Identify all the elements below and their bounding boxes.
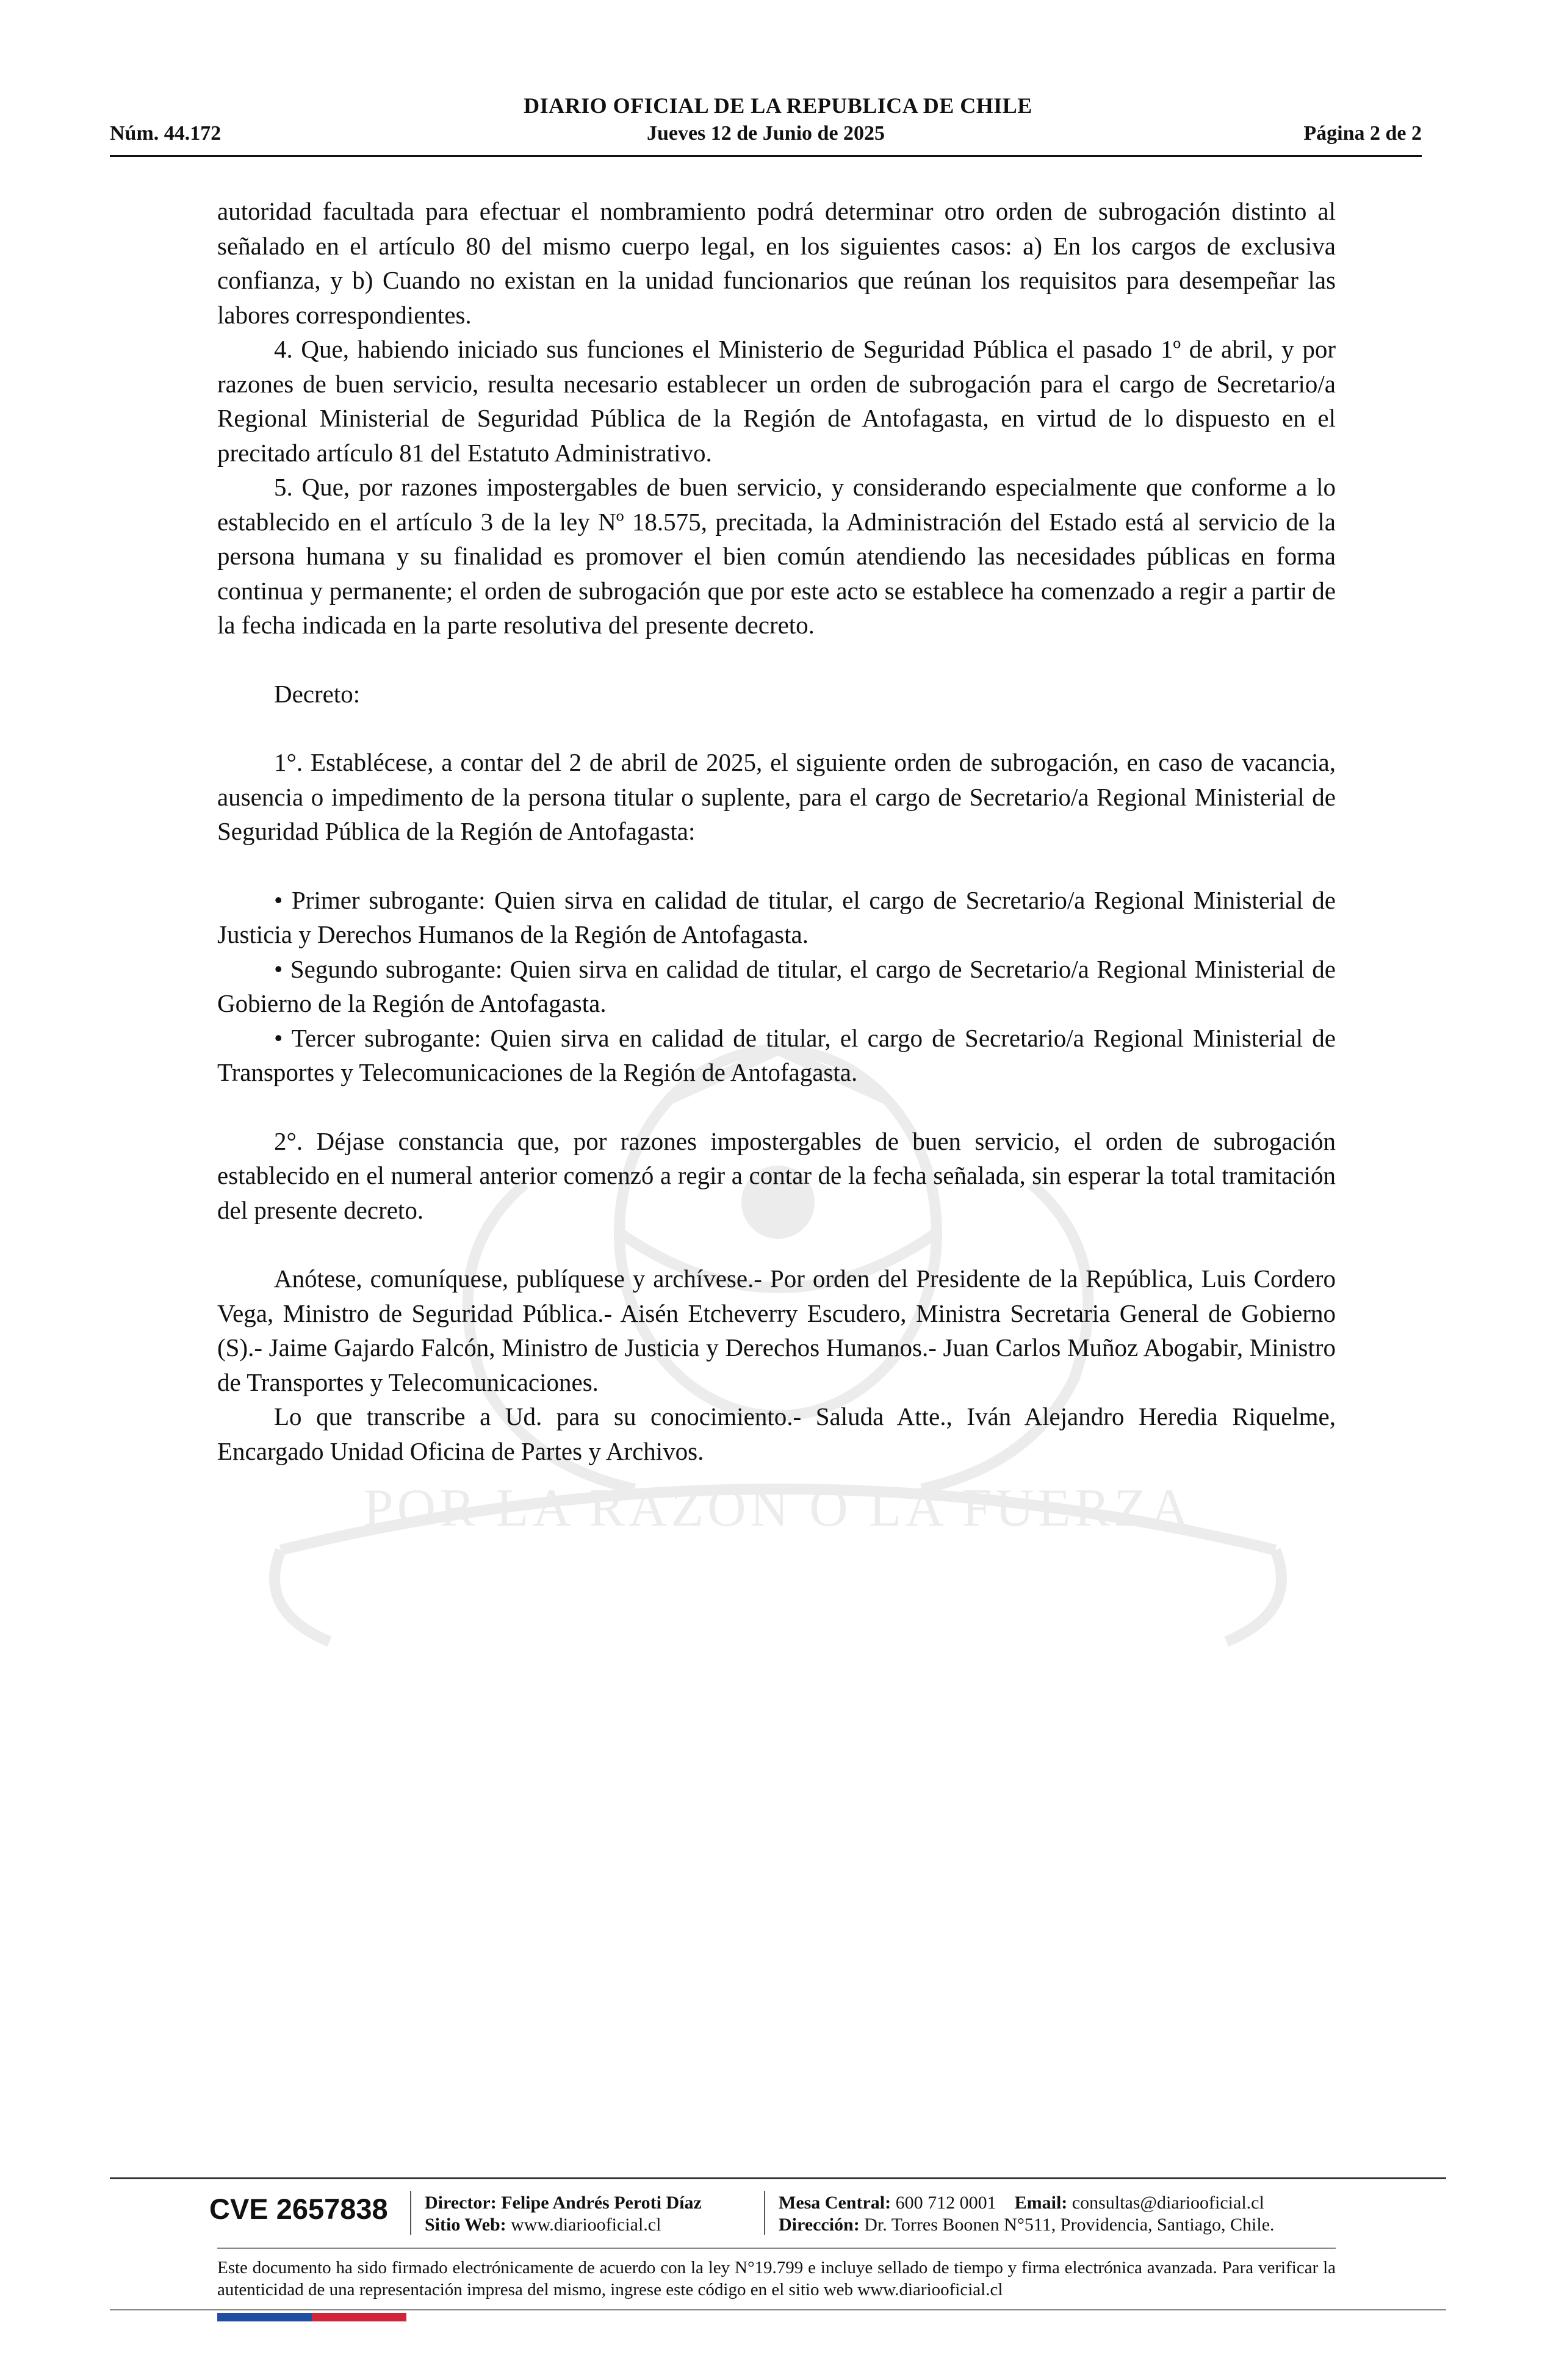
email-link[interactable]: consultas@diariooficial.cl (1072, 2193, 1264, 2213)
email-label: Email: (1014, 2193, 1068, 2213)
director-name: Felipe Andrés Peroti Díaz (501, 2193, 702, 2213)
watermark-motto: POR LA RAZON O LA FUERZA (363, 1479, 1193, 1538)
list-item: • Primer subrogante: Quien sirva en calidad de titular, el cargo de Secretario/a Regional Ministerial de Justicia y Derechos Humanos de la Región de Antofagasta. (217, 885, 1336, 948)
footer-director-block (425, 2192, 702, 2236)
mesa-label: Mesa Central: (779, 2193, 891, 2213)
article-1: 1°. Establécese, a contar del 2 de abril de 2025, el siguiente orden de subrogación, en caso de vacancia, ausencia o impedimento de la persona titular o suplente, para el cargo de Secretario/a Regional Ministerial de Seguridad Pública de la Región de Antofagasta: (217, 748, 1336, 845)
footer-divider-bottom (110, 2309, 1446, 2310)
footer-separator (764, 2191, 765, 2235)
issue-number: Núm. 44.172 (110, 122, 222, 145)
footer-divider-top (110, 2177, 1446, 2179)
list-item: • Segundo subrogante: Quien sirva en calidad de titular, el cargo de Secretario/a Regional Ministerial de Gobierno de la Región de Antofagasta. (217, 954, 1336, 1017)
footer-separator (410, 2191, 411, 2235)
footer-contact-block (779, 2192, 1275, 2236)
article-2: 2°. Déjase constancia que, por razones impostergables de buen servicio, el orden de subrogación establecido en el numeral anterior comenzó a regir a contar de la fecha señalada, sin esperar la total tramitación del presente decreto. (217, 1127, 1336, 1224)
paragraph-considerando-5: 5. Que, por razones impostergables de buen servicio, y considerando especialmente que conforme a lo establecido en el artículo 3 de la ley Nº 18.575, precitada, la Administración del Estado está al servicio de la persona humana y su finalidad es promover el bien común atendiendo las necesidades públicas en forma continua y permanente; el orden de subrogación que por este acto se establece ha comenzado a regir a partir de la fecha indicada en la parte resolutiva del presente decreto. (217, 473, 1336, 639)
newspaper-title: DIARIO OFICIAL DE LA REPUBLICA DE CHILE (524, 93, 1032, 118)
closing-paragraph: Anótese, comuníquese, publíquese y archívese.- Por orden del Presidente de la República, Luis Cordero Vega, Ministro de Seguridad Pública.- Aisén Etcheverry Escudero, Ministra Secretaria General de Gobierno (S).- Jaime Gajardo Falcón, Ministro de Justicia y Derechos Humanos.- Juan Carlos Muñoz Abogabir, Ministro de Transportes y Telecomunicaciones. (217, 1264, 1336, 1396)
footer-divider-middle (217, 2248, 1336, 2249)
list-item: • Tercer subrogante: Quien sirva en calidad de titular, el cargo de Secretario/a Regional Ministerial de Transportes y Telecomunicaciones de la Región de Antofagasta. (217, 1023, 1336, 1086)
director-label: Director: (425, 2193, 497, 2213)
issue-date: Jueves 12 de Junio de 2025 (646, 122, 885, 145)
site-label: Sitio Web: (425, 2215, 506, 2235)
transcription-note: Lo que transcribe a Ud. para su conocimiento.- Saluda Atte., Iván Alejandro Heredia Riquelme, Encargado Unidad Oficina de Partes y Archivos. (217, 1402, 1336, 1465)
cve-code: CVE 2657838 (209, 2193, 388, 2225)
header-divider (110, 155, 1422, 157)
signature-notice: Este documento ha sido firmado electrónicamente de acuerdo con la ley N°19.799 e incluye sellado de tiempo y firma electrónica avanzada. Para verificar la autenticidad de una representación impresa del mismo, ingrese este código en el sitio web www.diariooficial.cl (217, 2258, 1336, 2299)
decreto-heading: Decreto: (274, 679, 361, 708)
document-body (217, 194, 1336, 1468)
flag-stripe-red (312, 2313, 406, 2321)
mesa-phone: 600 712 0001 (895, 2193, 996, 2213)
paragraph-considerando-4: 4. Que, habiendo iniciado sus funciones el Ministerio de Seguridad Pública el pasado 1º de abril, y por razones de buen servicio, resulta necesario establecer un orden de subrogación para el cargo de Secretario/a Regional Ministerial de Seguridad Pública de la Región de Antofagasta, en virtud de lo dispuesto en el precitado artículo 81 del Estatuto Administrativo. (217, 335, 1336, 467)
page-indicator: Página 2 de 2 (1303, 122, 1422, 145)
address-label: Dirección: (779, 2215, 860, 2235)
site-link[interactable]: www.diariooficial.cl (511, 2215, 661, 2235)
paragraph-continuation: autoridad facultada para efectuar el nombramiento podrá determinar otro orden de subrogación distinto al señalado en el artículo 80 del mismo cuerpo legal, en los siguientes casos: a) En los cargos de exclusiva confianza, y b) Cuando no existan en la unidad funcionarios que reúnan los requisitos para desempeñar las labores correspondientes. (217, 197, 1336, 329)
address-value: Dr. Torres Boonen N°511, Providencia, Santiago, Chile. (864, 2215, 1275, 2235)
flag-stripe-blue (217, 2313, 312, 2321)
